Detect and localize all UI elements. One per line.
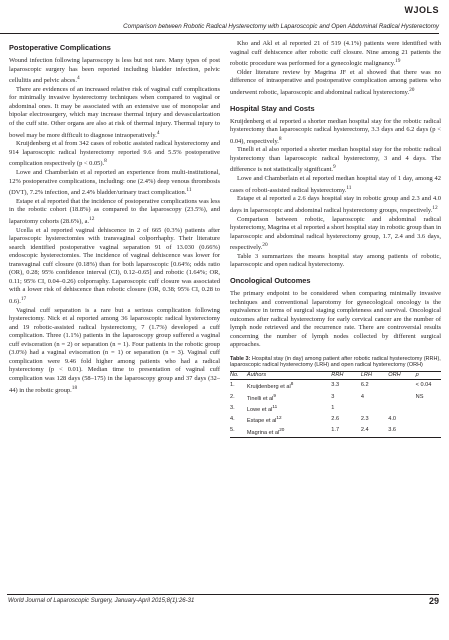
table-cell: 4.0 [388, 416, 397, 423]
table-caption [230, 356, 441, 369]
paragraph-text: The primary endpoint to be considered when comparing minimally invasive techniques and conventional laparotomy for gynecological oncology is the equivalence in terms of surgical staging completeness and survival. Oncological outcomes after radical hysterectomy for early cervical cancer are the number of lymph node retrieved and the recurrence rate. There are controversial results concerning the number of lymph nodes collected by different surgical approaches. [230, 290, 441, 349]
table-cell: 3 [331, 393, 335, 400]
paragraph-text: Older literature review by Magrina JF et al showed that there was no difference of intraoperative and postoperative complication among patiens who underwent robotic, laparoscopic and abdominal radical hysterectomy. [230, 68, 441, 97]
author-name: Tinelli et al [246, 395, 274, 402]
left-column [9, 40, 220, 395]
table-cell: 5. [230, 426, 247, 438]
table-cell: < 0.04 [415, 382, 432, 389]
paragraph [9, 198, 220, 227]
table-cell: 3. [230, 404, 235, 411]
paragraph [230, 290, 441, 350]
table-cell: 1. [230, 382, 235, 389]
paragraph-text: Wound infection following laparoscopy is less but not rare. Many types of post laparoscopic surgery has been reported including bladder infection, pelvic cellulitis and pelvic abces. [9, 57, 220, 85]
citation: 18 [71, 384, 78, 391]
citation: 11 [186, 187, 192, 194]
table-cell: 2.3 [360, 416, 369, 423]
author-name: Lowe et al [246, 406, 273, 413]
table-header-cell: p [416, 372, 441, 380]
citation: 19 [395, 58, 401, 65]
section-heading-postoperative-complications: Postoperative Complications [9, 43, 111, 52]
paragraph [9, 169, 220, 198]
author-name: Estape et al [246, 418, 277, 425]
paragraph [230, 69, 441, 98]
table-header-cell: Authors [247, 372, 331, 380]
paragraph [230, 195, 441, 215]
paragraph [230, 118, 441, 147]
table-cell [247, 426, 331, 438]
footer-rule [7, 594, 439, 595]
citation: 8 [278, 135, 282, 142]
section-heading-hospital-stay: Hospital Stay and Costs [230, 103, 315, 113]
paragraph [9, 140, 220, 169]
table-cell [416, 426, 441, 438]
section-heading-oncological-outcomes: Oncological Outcomes [230, 276, 311, 286]
citation: 11 [272, 403, 278, 409]
table-label: Table 3: [230, 355, 251, 362]
running-head: Comparison between Robotic Radical Hysterectomy with Laparoscopic and Open Abdominal Radical Hysterectomy [123, 23, 439, 30]
paragraph-text: Estape et al reported a 2.6 days hospital stay in robotic group and 2.3 and 4.0 days in laparoscopic and abdominal radical hysterectomy groups, respectively. [230, 195, 441, 215]
table-row [230, 426, 441, 438]
citation: 9 [273, 392, 276, 398]
citation: 8 [104, 158, 107, 165]
table-cell [247, 380, 331, 392]
table-cell [388, 392, 415, 403]
citation: 17 [20, 295, 27, 302]
table-cell: 4 [360, 393, 364, 400]
citation: 12 [276, 415, 282, 421]
table-cell: 2.6 [331, 416, 340, 423]
citation: 12 [432, 204, 438, 211]
table-row [230, 403, 441, 414]
author-name: Magrina et al [246, 429, 280, 436]
citation: 12 [89, 215, 95, 222]
table-cell: NS [415, 393, 424, 400]
table-cell [247, 414, 331, 425]
paragraph [9, 57, 220, 86]
paragraph-text: There are evidences of an increased relative risk of vaginal cuff complications for minimally invasive hysterectomy techniques when compared to vaginal or abdominal ones. It may be associated with an extensive use of monopolar and bipolar electrosurgery, which may increase thermal injury and devascularization of the cuff site. Other organs are also at risk of thermal injury. Thermal injury to bowel may be more difficult to diagnose intraoperatively. [9, 85, 220, 139]
paragraph-text: Lowe and Chamberlain et al reported median hospital stay of 1 day, among 42 cases of roboti-assisted radical hysterectomy. [230, 175, 441, 194]
paragraph [230, 216, 441, 253]
paragraph-text: Table 3 summarizes the means hospital stay among patients of robotic, laparoscopic and open radical hysterectomy. [230, 252, 441, 269]
table-row [230, 380, 441, 392]
citation: 20 [262, 242, 268, 249]
paragraph [230, 40, 441, 69]
hospital-stay-table [230, 371, 441, 438]
table-cell: 1 [331, 404, 335, 411]
table-cell: 3.3 [331, 382, 340, 389]
table-cell [247, 392, 331, 403]
paragraph [9, 227, 220, 307]
table-caption-text: Hospital stay (in day) among patient after robotic radical hysterectomy (RRH), laparoscopic radical hysterectomy (LRH) and open radical hysterectomy (ORH) [230, 355, 441, 369]
table-cell: 1.7 [331, 426, 361, 438]
table-header-cell: RRH [331, 372, 361, 380]
table-cell [388, 380, 415, 392]
paragraph-text: Estape et al reported that the incidence of postoperative complications was less in the robotic cohort (18.8%) as compared to the laparoscopy (23.5%), and laparotomy cohorts (28.6%), a. [9, 197, 220, 225]
paragraph-text: Comparison between robotic, laparoscopic and abdominal radical hysterectomy, Magrina et al reported a short hospital stay in robotic group than in laparoscopic and abdominal radical hysterectomy group, 1.7, 2.4 and 3.6 days, respectively. [230, 215, 441, 252]
citation: 9 [333, 164, 336, 171]
header-rule [0, 33, 439, 34]
page-number: 29 [428, 596, 439, 606]
table-cell: 2.4 [361, 426, 388, 438]
table-header-row [230, 372, 441, 380]
table-header-cell: ORH [388, 372, 415, 380]
paragraph [230, 175, 441, 195]
table-cell [361, 403, 388, 414]
author-name: Kruijdenberg et al [246, 384, 291, 391]
paragraph [9, 307, 220, 396]
table-cell [416, 403, 441, 414]
paragraph-text: Vaginal cuff separation is a rare but a serious complication following hysterectomy. Nick et al reported among 36 laparoscopic radical hysterectomy and 19 robotic-assisted radical hysterectomy, 7 (1.7%) developed a cuff complication. Three (1.1%) patients in the laparoscopy group suffered a vaginal cuff evisceration (n = 2) or separation (n = 1). Four patients in the robotic group (3.0%) had a vaginal evisceration (n = 1) or separation (n = 3). Vaginal cuff complication were 9.46 fold higher among patients who had a radical hysterectomy (p < 0.01). Median time to presentation of vaginal cuff complication was 128 days (58–175) in the laparoscopy group and 37 days (32–44) in the robotic group. [9, 306, 220, 394]
table-cell [388, 403, 415, 414]
table-cell: 3.6 [388, 426, 415, 438]
table-row [230, 392, 441, 403]
paragraph-text: Kruijdenberg et al reported a shorter median hospital stay for the robotic radical hysterectomy than laparoscopic radical hysterectomy, 3.3 days and 6.2 days (p < 0.04), respectively. [230, 117, 441, 145]
citation: 4 [156, 129, 160, 136]
paragraph-text: Ucella et al reported vaginal dehiscence in 2 of 665 (0.3%) patients after laparoscopic hysterectomies with transvaginal colporrhaphy. Their literature search identified postoperative vaginal separation 91 of 13.030 (0.66%) endoscopic hysterectomies. The incidence of vaginal dehiscence was lower for transvaginal cuff closure (0.18%) than for both laparoscopic [0.64%; odds ratio (OR), 0.28; 95% confidence interval (CI), 0.12–0.65] and robotic (1.64%; OR, 0.11; 95% CI, 0.04–0.26) colporraphy. Laparoscopic cuff closure was associated with a lower risk of dehiscence than robotic closure (OR, 0.38; 95% CI, 0.28 to 0.6). [9, 226, 220, 306]
table-header-cell: No. [230, 372, 247, 380]
paragraph [230, 253, 441, 270]
citation: 8 [290, 381, 294, 387]
table-cell: 4. [230, 416, 235, 423]
footer-citation: World Journal of Laparoscopic Surgery, January-April 2015;8(1):26-31 [8, 598, 195, 604]
citation: 11 [346, 184, 352, 191]
table-cell [247, 403, 331, 414]
paragraph-text: Kruijdenberg et al from 342 cases of robotic assisted radical hysterectomy and 914 laparoscopic radical hysterectomy reported 9.6 and 5.5% postoperative complication respectively (p < 0.05). [9, 140, 220, 168]
citation: 20 [409, 86, 415, 93]
citation: 20 [279, 426, 285, 432]
paragraph-text: Lowe and Chamberlain et al reported an experience from multi-institutional, 12% postoperative complications, including: one (2.4%) deep venous thrombosis (DVT), 7.2% infection, and 2.4% bladder/urinary tract complication. [9, 168, 220, 197]
table-cell [416, 414, 441, 425]
table-header-cell: LRH [361, 372, 388, 380]
table-row [230, 414, 441, 425]
paragraph-text: Kho and Akl et al reported 21 of 519 (4.1%) patients were identified with vaginal cuff dehiscence after robotic cuff closure. Nine among 21 patients the robotic procedure was performed for a gynecologic malignancy. [230, 40, 441, 68]
table-cell: 6.2 [360, 382, 369, 389]
citation: 4 [76, 75, 80, 82]
paragraph [230, 146, 441, 175]
paragraph-text: Tinelli et al also reported a shorter median hospital stay for the robotic radical hysterectomy than laparoscopic radical hysterectomy, 3 and 4 days. The difference is not statistically significant. [230, 146, 441, 174]
journal-abbreviation: WJOLS [404, 5, 439, 15]
paragraph [9, 86, 220, 140]
table-cell: 2. [230, 393, 235, 400]
right-column [230, 40, 441, 438]
